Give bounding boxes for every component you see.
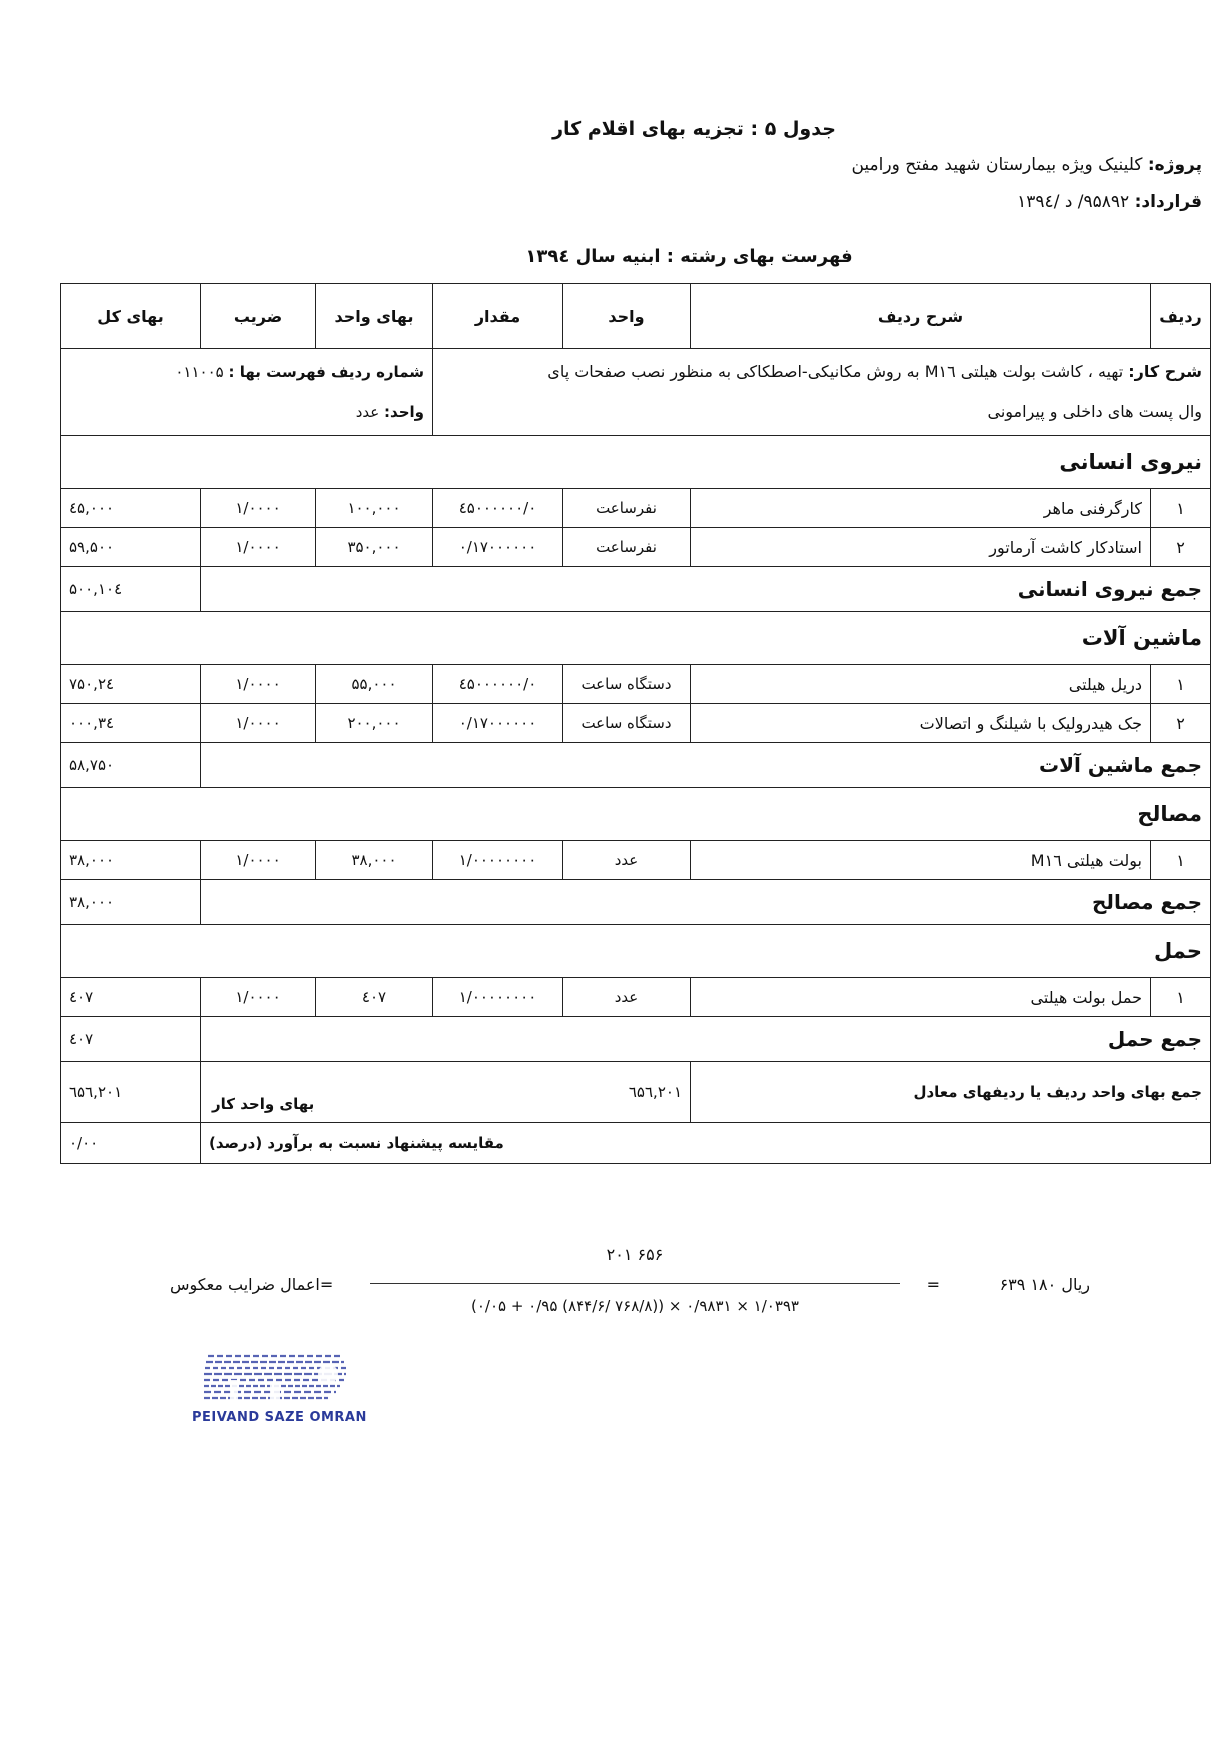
cell-coefficient: ۱/۰۰۰۰ <box>201 489 316 528</box>
cell-description: دریل هیلتی <box>691 665 1151 704</box>
cost-analysis-table <box>60 283 1211 1164</box>
company-logo <box>188 1350 367 1430</box>
cell-unit: عدد <box>563 841 691 880</box>
table-row <box>61 665 1211 704</box>
reverse-coefficient-formula <box>170 1245 1090 1335</box>
cell-description: بولت هیلتی M۱٦ <box>691 841 1151 880</box>
cell-unit-price: ۳۵۰,۰۰۰ <box>316 528 433 567</box>
cell-coefficient: ۱/۰۰۰۰ <box>201 528 316 567</box>
table-row <box>61 489 1211 528</box>
section-sum-row <box>61 567 1211 612</box>
cell-description: جک هیدرولیک با شیلنگ و اتصالات <box>691 704 1151 743</box>
cell-description: کارگرفنی ماهر <box>691 489 1151 528</box>
cell-unit: نفرساعت <box>563 528 691 567</box>
cell-unit-price: ۲۰۰,۰۰۰ <box>316 704 433 743</box>
fraction-line <box>370 1283 900 1284</box>
section-header <box>61 436 1211 489</box>
comparison-value: ۰/۰۰ <box>61 1123 201 1164</box>
cell-quantity: ۰/٤۵۰۰۰۰۰۰ <box>433 489 563 528</box>
contract-value: ۹۵۸۹۲/ د /۱۳۹٤ <box>1017 192 1130 212</box>
unit-work-value: ۲۰۱,٦۵٦ <box>61 1062 201 1123</box>
cell-unit-price: ۵۵,۰۰۰ <box>316 665 433 704</box>
cell-unit-price: ۱۰۰,۰۰۰ <box>316 489 433 528</box>
formula-equals: = <box>926 1275 940 1294</box>
project-value: کلینیک ویژه بیمارستان شهید مفتح ورامین <box>851 155 1143 175</box>
cell-coefficient: ۱/۰۰۰۰ <box>201 704 316 743</box>
cell-quantity: ۰/۱۷۰۰۰۰۰۰ <box>433 528 563 567</box>
section-sum-row <box>61 1017 1211 1062</box>
cell-row: ۲ <box>1151 704 1211 743</box>
table-row <box>61 528 1211 567</box>
work-meta <box>61 349 433 436</box>
work-text-line1: تهیه ، کاشت بولت هیلتی M۱٦ به روش مکانیکی-اصطکاکی به منظور نصب صفحات پای <box>547 362 1124 381</box>
formula-fraction <box>370 1245 900 1335</box>
cell-total: ۵۹,۵۰۰ <box>61 528 201 567</box>
cell-coefficient: ۱/۰۰۰۰ <box>201 978 316 1017</box>
cell-total: ۲٤,۷۵۰ <box>61 665 201 704</box>
table-row <box>61 978 1211 1017</box>
cell-unit: نفرساعت <box>563 489 691 528</box>
document-title <box>0 118 1228 140</box>
cell-total: ۳۸,۰۰۰ <box>61 841 201 880</box>
section-sum-row <box>61 880 1211 925</box>
company-logo-mark-icon <box>200 1350 350 1406</box>
section-title: حمل <box>61 925 1211 978</box>
table-row <box>61 841 1211 880</box>
header-total-price: بهای کل <box>61 284 201 349</box>
cell-quantity: ۰/٤۵۰۰۰۰۰۰ <box>433 665 563 704</box>
section-title: مصالح <box>61 788 1211 841</box>
cell-quantity: ۱/۰۰۰۰۰۰۰۰ <box>433 978 563 1017</box>
equivalent-value: ۲۰۱,٦۵٦ <box>628 1083 682 1101</box>
work-description-row <box>61 349 1211 436</box>
cell-unit-price: ٤۰۷ <box>316 978 433 1017</box>
sum-value: ۵۸,۷۵۰ <box>61 743 201 788</box>
header-row-number: ردیف <box>1151 284 1211 349</box>
cell-total: ۳٤,۰۰۰ <box>61 704 201 743</box>
project-label: پروژه: <box>1147 155 1202 175</box>
section-title: ماشین آلات <box>61 612 1211 665</box>
sum-label: جمع ماشین آلات <box>201 743 1211 788</box>
header-description: شرح ردیف <box>691 284 1151 349</box>
contract-line <box>1017 192 1202 212</box>
sum-label: جمع حمل <box>201 1017 1211 1062</box>
header-quantity: مقدار <box>433 284 563 349</box>
work-text-line2: وال پست های داخلی و پیرامونی <box>987 402 1202 421</box>
unit-work-label: بهای واحد کار <box>212 1095 315 1113</box>
cell-row: ۱ <box>1151 665 1211 704</box>
equivalent-label: جمع بهای واحد ردیف یا ردیفهای معادل <box>691 1062 1211 1123</box>
section-sum-row <box>61 743 1211 788</box>
table-header-row <box>61 284 1211 349</box>
cell-quantity: ۱/۰۰۰۰۰۰۰۰ <box>433 841 563 880</box>
price-list-title <box>0 246 1228 267</box>
cell-quantity: ۰/۱۷۰۰۰۰۰۰ <box>433 704 563 743</box>
header-unit: واحد <box>563 284 691 349</box>
price-list-title-text: فهرست بهای رشته : ابنیه سال ۱۳۹٤ <box>525 246 853 267</box>
section-header <box>61 925 1211 978</box>
work-unit-value: عدد <box>355 403 380 421</box>
cell-unit: دستگاه ساعت <box>563 665 691 704</box>
formula-label: =اعمال ضرایب معکوس <box>170 1275 334 1294</box>
cell-unit: عدد <box>563 978 691 1017</box>
sum-value: ۱۰٤,۵۰۰ <box>61 567 201 612</box>
company-logo-text: PEIVAND SAZE OMRAN <box>192 1410 367 1425</box>
formula-numerator: ۲۰۱ ۶۵۶ <box>606 1245 664 1264</box>
total-row <box>61 1062 1211 1123</box>
table-row <box>61 704 1211 743</box>
sum-value: ٤۰۷ <box>61 1017 201 1062</box>
section-header <box>61 788 1211 841</box>
work-unit-label: واحد: <box>384 403 424 421</box>
section-title: نیروی انسانی <box>61 436 1211 489</box>
cell-total: ٤۵,۰۰۰ <box>61 489 201 528</box>
cell-row: ۱ <box>1151 489 1211 528</box>
work-description <box>433 349 1211 436</box>
comparison-label: مقایسه پیشنهاد نسبت به برآورد (درصد) <box>201 1123 1211 1164</box>
cell-total: ٤۰۷ <box>61 978 201 1017</box>
cell-row: ۲ <box>1151 528 1211 567</box>
section-header <box>61 612 1211 665</box>
contract-label: قرارداد: <box>1134 192 1202 212</box>
cell-description: استادکار کاشت آرماتور <box>691 528 1151 567</box>
sum-label: جمع نیروی انسانی <box>201 567 1211 612</box>
formula-denominator: (۰/۰۵ + ۰/۹۵ (۸۴۴/۶/ ۷۶۸/۸)) × ۰/۹۸۳۱ × ۱/۰۳۹۳ <box>471 1297 799 1315</box>
cell-description: حمل بولت هیلتی <box>691 978 1151 1017</box>
comparison-row <box>61 1123 1211 1164</box>
cell-unit-price: ۳۸,۰۰۰ <box>316 841 433 880</box>
cell-coefficient: ۱/۰۰۰۰ <box>201 841 316 880</box>
cell-row: ۱ <box>1151 841 1211 880</box>
price-row-label: شماره ردیف فهرست بها : <box>228 363 424 381</box>
formula-result: ریال ۱۸۰ ۶۳۹ <box>999 1275 1090 1294</box>
price-row-value: ۰۱۱۰۰۵ <box>175 363 224 381</box>
cell-coefficient: ۱/۰۰۰۰ <box>201 665 316 704</box>
sum-value: ۳۸,۰۰۰ <box>61 880 201 925</box>
header-coefficient: ضریب <box>201 284 316 349</box>
sum-label: جمع مصالح <box>201 880 1211 925</box>
cell-unit: دستگاه ساعت <box>563 704 691 743</box>
header-unit-price: بهای واحد <box>316 284 433 349</box>
cell-row: ۱ <box>1151 978 1211 1017</box>
document-title-text: جدول ۵ : تجزیه بهای اقلام کار <box>552 118 836 140</box>
work-label: شرح کار: <box>1128 362 1202 381</box>
unit-work-cell <box>201 1062 691 1123</box>
project-line <box>851 155 1202 175</box>
